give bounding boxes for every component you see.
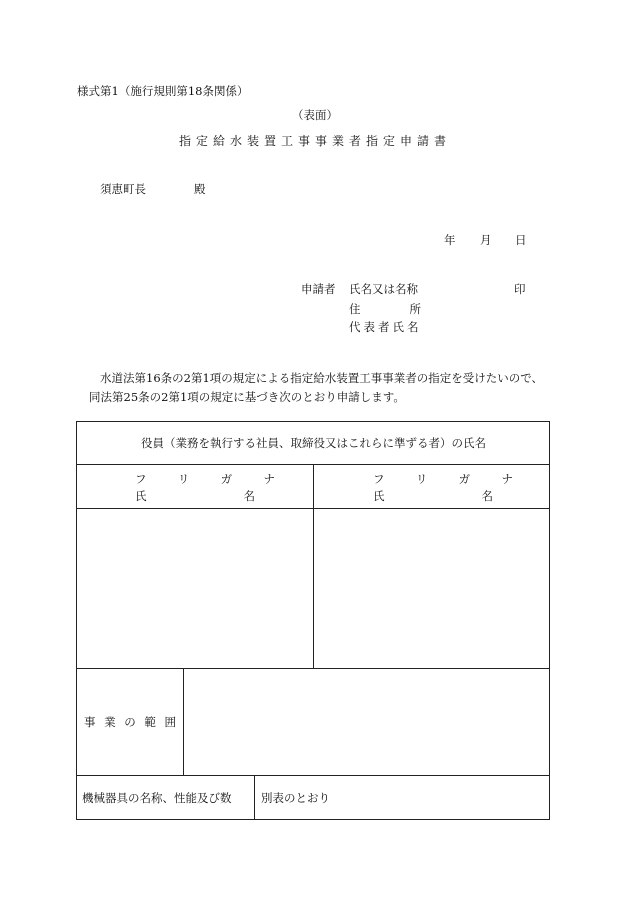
representative-name-label: 代表者氏名	[349, 320, 422, 334]
officers-header: 役員（業務を執行する社員、取締役又はこれらに準ずる者）の氏名	[141, 436, 486, 450]
equipment-value: 別表のとおり	[261, 791, 330, 805]
furigana-char: リ	[177, 472, 190, 486]
date-month-label: 月	[480, 233, 492, 247]
furigana-label	[373, 474, 513, 486]
scope-char: の	[124, 715, 136, 729]
honorific: 殿	[194, 182, 206, 196]
address-char: 住	[349, 302, 361, 316]
table-border-right	[549, 421, 550, 820]
face-label: （表面）	[292, 108, 338, 122]
table-column-divider	[313, 464, 314, 669]
address-char: 所	[409, 302, 421, 316]
body-text-line: 同法第25条の2第1項の規定に基づき次のとおり申請します。	[89, 390, 405, 404]
scope-char: 事	[84, 715, 96, 729]
applicant-label: 申請者	[301, 282, 336, 296]
business-scope-label	[84, 717, 176, 729]
form-reference: 様式第1（施行規則第18条関係）	[77, 84, 249, 98]
applicant-address-label	[349, 304, 421, 316]
seal-label: 印	[514, 282, 526, 296]
scope-char: 業	[104, 715, 116, 729]
equipment-label: 機械器具の名称、性能及び数	[82, 791, 232, 805]
table-column-divider	[254, 775, 255, 820]
name-char: 氏	[373, 489, 385, 503]
date-day-label: 日	[515, 233, 527, 247]
name-char: 名	[243, 489, 255, 503]
body-text-line: 水道法第16条の2第1項の規定による指定給水装置工事事業者の指定を受けたいので、	[100, 371, 544, 385]
table-border-left	[76, 421, 77, 820]
furigana-char: ナ	[263, 472, 275, 486]
name-char: 名	[481, 489, 493, 503]
scope-char: 囲	[164, 715, 176, 729]
addressee: 須恵町長	[100, 182, 146, 196]
date-year-label: 年	[444, 233, 456, 247]
furigana-char: フ	[373, 472, 385, 486]
applicant-name-label: 氏名又は名称	[349, 282, 418, 296]
table-border-top	[76, 421, 550, 422]
furigana-label	[135, 474, 275, 486]
name-label	[135, 491, 255, 503]
furigana-char: ガ	[458, 472, 471, 486]
name-label	[373, 491, 493, 503]
scope-char: 範	[144, 715, 156, 729]
furigana-char: フ	[135, 472, 147, 486]
table-border-bottom	[76, 819, 550, 820]
document-title: 指定給水装置工事事業者指定申請書	[178, 134, 451, 148]
furigana-char: ナ	[501, 472, 513, 486]
table-column-divider	[183, 668, 184, 776]
furigana-char: ガ	[220, 472, 233, 486]
furigana-char: リ	[415, 472, 428, 486]
table-rule	[76, 775, 550, 776]
name-char: 氏	[135, 489, 147, 503]
